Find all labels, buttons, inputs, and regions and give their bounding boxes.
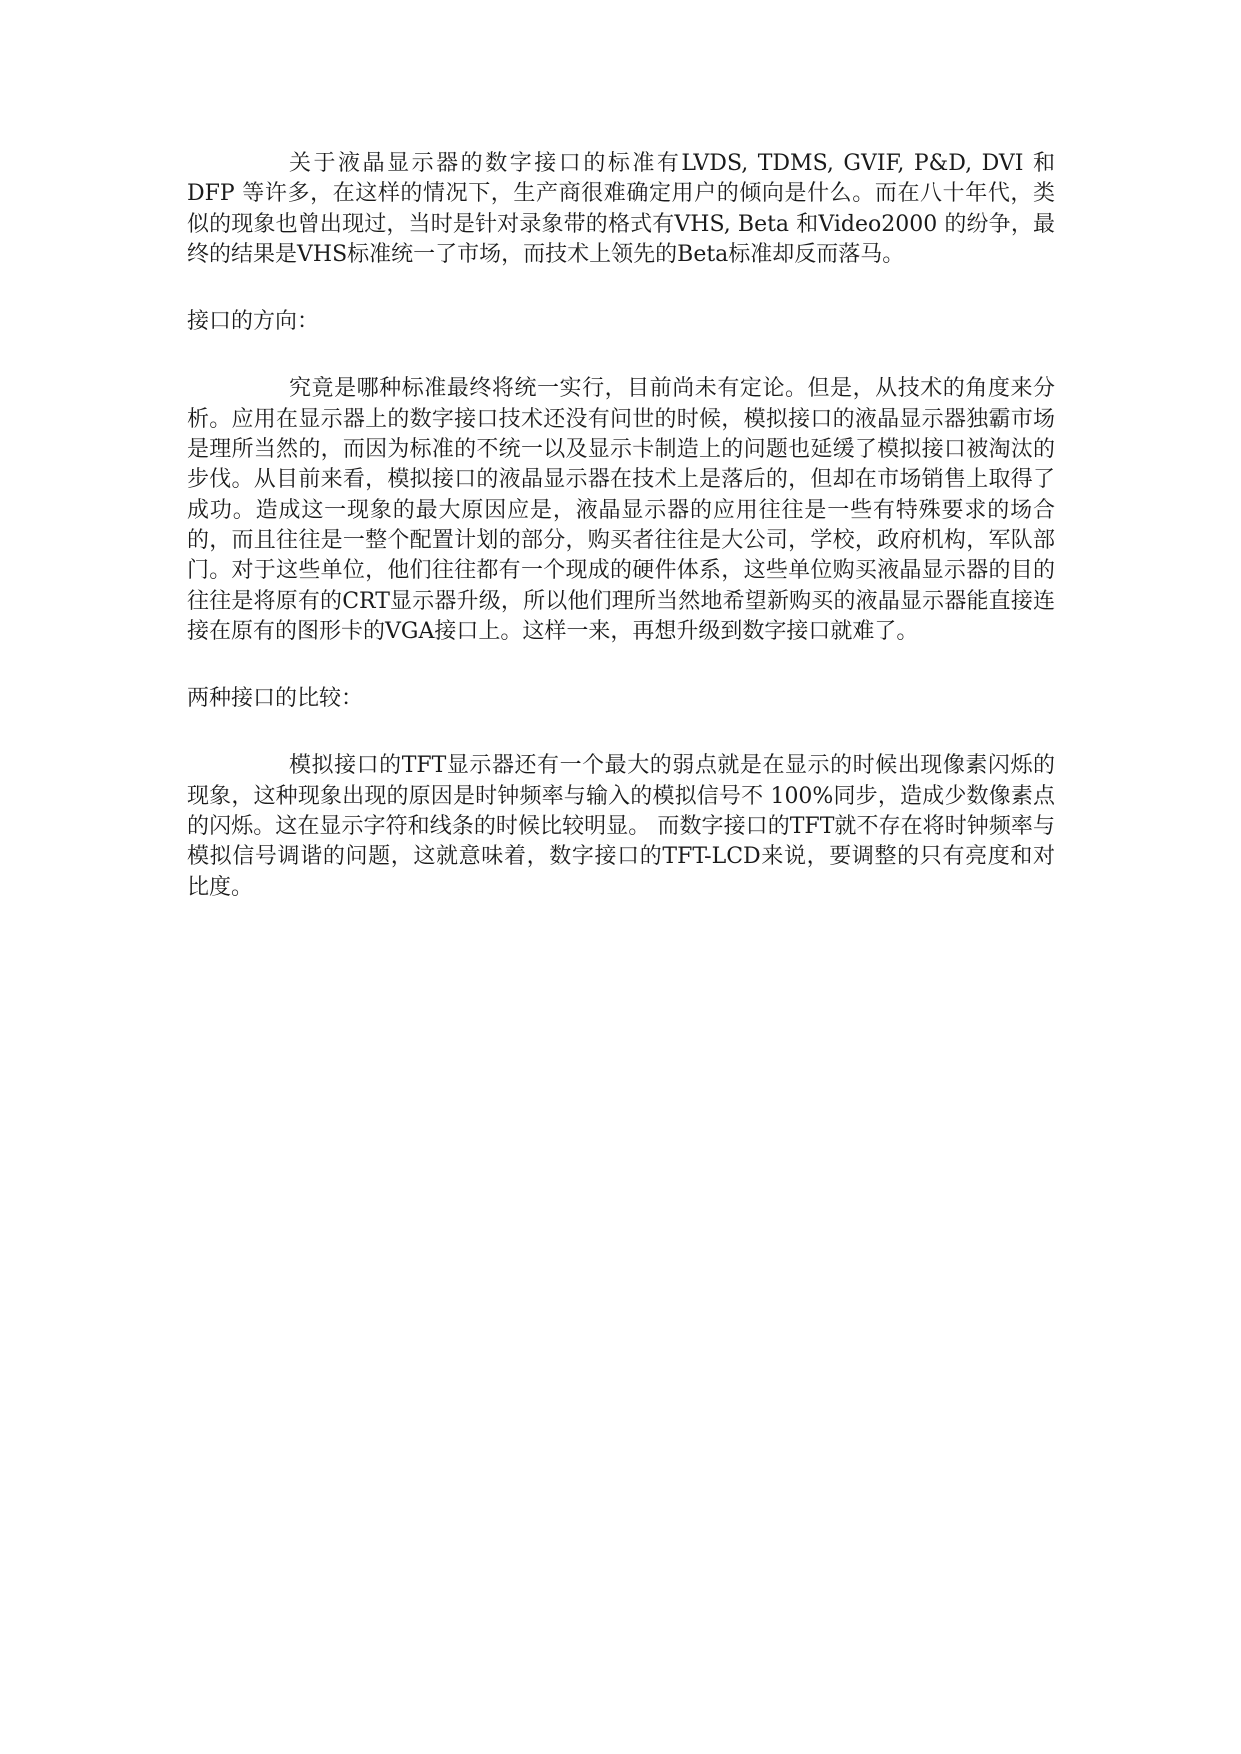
document-body: [187, 149, 1055, 903]
heading-interface-comparison: 两种接口的比较：: [187, 686, 364, 712]
paragraph-tft-flicker: 模拟接口的TFT显示器还有一个最大的弱点就是在显示的时候出现像素闪烁的现象，这种现象出现的原因是时钟频率与输入的模拟信号不 100%同步，造成少数像素点的闪烁。这在显示字符和线条的时候比较明显。 而数字接口的TFT就不存在将时钟频率与模拟信号调谐的问题，这就意味着，数字接口的TFT-LCD来说，要调整的只有亮度和对比度。: [187, 753, 1055, 900]
heading-interface-direction: 接口的方向：: [187, 309, 320, 335]
paragraph-analog-vs-digital-market: 究竟是哪种标准最终将统一实行，目前尚未有定论。但是，从技术的角度来分析。应用在显示器上的数字接口技术还没有问世的时候，模拟接口的液晶显示器独霸市场是理所当然的，而因为标准的不统一以及显示卡制造上的问题也延缓了模拟接口被淘汰的步伐。从目前来看，模拟接口的液晶显示器在技术上是落后的，但却在市场销售上取得了成功。造成这一现象的最大原因应是，液晶显示器的应用往往是一些有特殊要求的场合的，而且往往是一整个配置计划的部分，购买者往往是大公司，学校，政府机构，军队部门。对于这些单位，他们往往都有一个现成的硬件体系，这些单位购买液晶显示器的目的往往是将原有的CRT显示器升级，所以他们理所当然地希望新购买的液晶显示器能直接连接在原有的图形卡的VGA接口上。这样一来，再想升级到数字接口就难了。: [187, 376, 1055, 644]
paragraph-digital-interface-standards: 关于液晶显示器的数字接口的标准有LVDS, TDMS, GVIF, P&D, DVI 和 DFP 等许多，在这样的情况下，生产商很难确定用户的倾向是什么。而在八十年代，类似的现象也曾出现过，当时是针对录象带的格式有VHS, Beta 和Video2000 的纷争，最终的结果是VHS标准统一了市场，而技术上领先的Beta标准却反而落马。: [187, 151, 1055, 267]
